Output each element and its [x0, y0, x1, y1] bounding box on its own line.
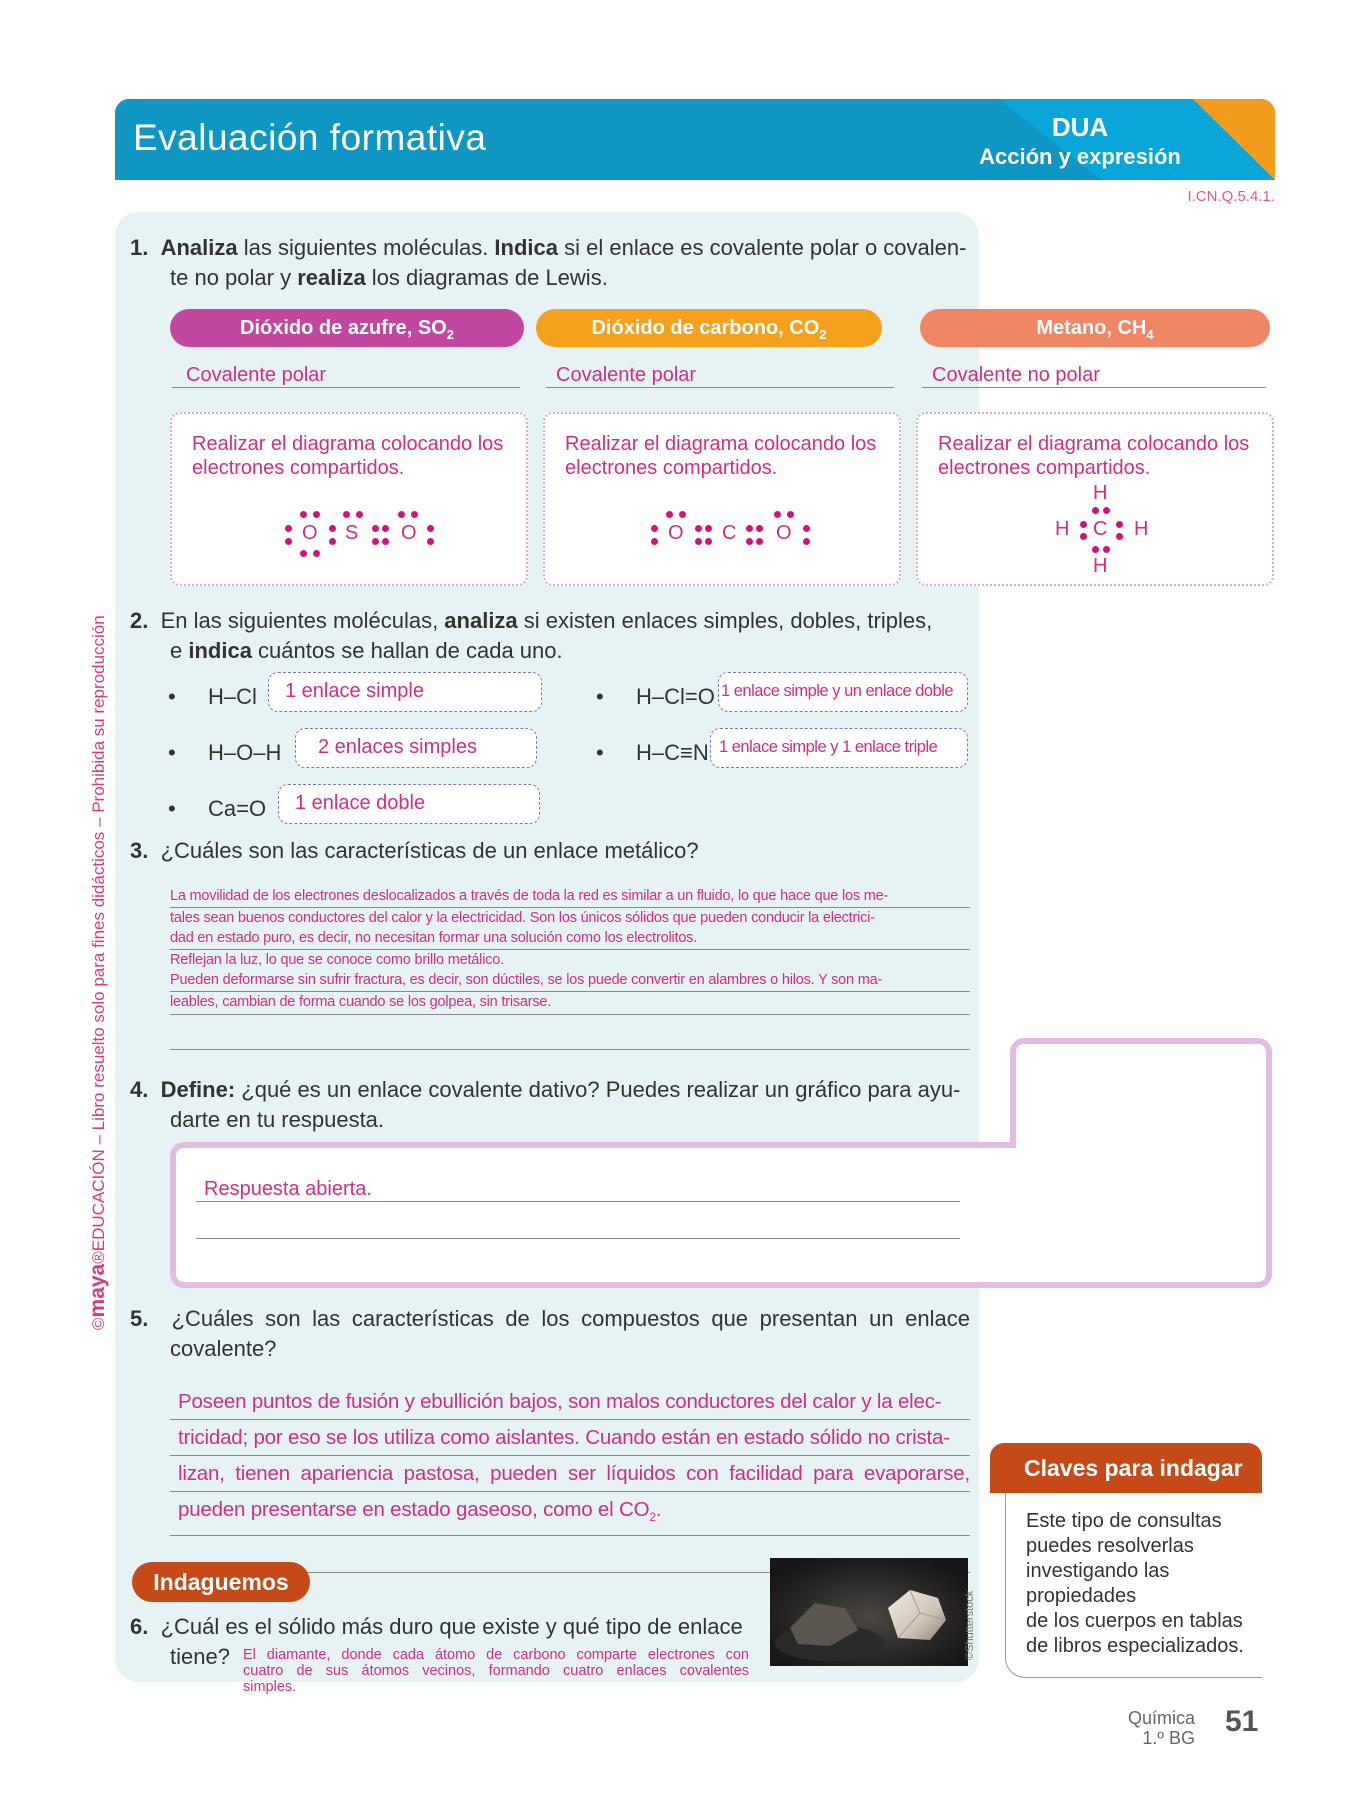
electron-dot	[803, 538, 810, 545]
text: de los cuerpos en tablas	[1026, 1610, 1243, 1632]
dua-subtitle: Acción y expresión	[979, 144, 1181, 169]
text: puedes resolverlas	[1026, 1535, 1194, 1557]
bullet: •	[168, 796, 176, 821]
electron-dot	[372, 538, 379, 545]
atom-o: O	[668, 522, 684, 544]
text: Este tipo de consultas	[1026, 1510, 1222, 1532]
pill-subscript: 4	[1146, 327, 1154, 342]
question-5	[130, 1304, 970, 1364]
electron-dot	[705, 538, 712, 545]
copyright-vertical	[86, 490, 110, 1330]
answer-line: lizan, tienen apariencia pastosa, pueden ser líquidos con facilidad para evaporarse,	[170, 1456, 970, 1492]
subscript: 2	[649, 1510, 656, 1525]
pill-subscript: 2	[446, 327, 454, 342]
diamond-photo	[770, 1558, 968, 1666]
lewis-box-so2	[170, 412, 528, 586]
atom-h: H	[1093, 482, 1108, 504]
pill-label: Dióxido de carbono, CO	[591, 317, 820, 339]
electron-dot	[300, 550, 307, 557]
electron-dot	[746, 525, 753, 532]
molecule-formula: H–O–H	[208, 740, 282, 765]
keyword: indica	[188, 638, 252, 663]
electron-dot	[695, 538, 702, 545]
lewis-diagram-ch4	[1050, 482, 1150, 582]
electron-dot	[705, 525, 712, 532]
electron-dot	[695, 525, 702, 532]
text: covalente?	[170, 1336, 277, 1361]
photo-credit: ©Shutterstock	[964, 1590, 976, 1660]
keyword: Define:	[160, 1077, 236, 1102]
electron-dot	[774, 511, 781, 518]
electron-dot	[666, 511, 673, 518]
molecule-formula: H–C≡N	[636, 740, 709, 765]
claves-body	[1005, 1493, 1262, 1678]
pill-subscript: 2	[819, 327, 827, 342]
indaguemos-badge: Indaguemos	[132, 1562, 310, 1602]
question-6-cont: tiene?	[170, 1644, 230, 1669]
electron-dot	[1092, 546, 1099, 553]
answer-line: tricidad; por eso se los utiliza como aislantes. Cuando están en estado sólido no crista-	[170, 1420, 970, 1456]
answer-q4: Respuesta abierta.	[196, 1178, 960, 1202]
electron-dot	[285, 525, 292, 532]
keyword: Analiza	[160, 235, 238, 260]
text: si existen enlaces simples, dobles, triples,	[517, 608, 933, 633]
pill-label: Dióxido de azufre, SO	[240, 317, 447, 339]
bullet: •	[596, 740, 604, 765]
question-4	[130, 1075, 970, 1135]
electron-dot	[1116, 521, 1123, 528]
answer-box: 1 enlace simple	[268, 672, 542, 712]
electron-dot	[398, 511, 405, 518]
question-1	[130, 233, 970, 293]
answer-line: dad en estado puro, es decir, no necesitan formar una solución como los electrolitos.	[170, 928, 970, 950]
electron-dot	[356, 511, 363, 518]
text: investigando las	[1026, 1560, 1170, 1582]
lewis-diagram-co2	[646, 508, 826, 558]
electron-dot	[803, 525, 810, 532]
diagram-instruction: Realizar el diagrama colocando los electrones compartidos.	[565, 433, 877, 479]
text: de libros especializados.	[1026, 1635, 1244, 1657]
electron-dot	[313, 550, 320, 557]
electron-dot	[427, 538, 434, 545]
bullet: •	[168, 684, 176, 709]
answer-q6	[243, 1647, 749, 1695]
question-number: 2.	[130, 608, 149, 633]
electron-dot	[1103, 507, 1110, 514]
diagram-instruction: Realizar el diagrama colocando los electrones compartidos.	[938, 433, 1250, 479]
brand-name: maya	[86, 1263, 109, 1318]
dua-title: DUA	[1051, 112, 1109, 142]
electron-dot	[343, 511, 350, 518]
electron-dot	[1080, 521, 1087, 528]
answer-block-q3	[170, 886, 970, 1050]
molecule-pill-co2	[536, 309, 882, 347]
electron-dot	[679, 511, 686, 518]
answer-line: La movilidad de los electrones deslocalizados a través de toda la red es similar a un fluido, lo que hace que los me-	[170, 886, 970, 908]
question-number: 4.	[130, 1077, 149, 1102]
electron-dot	[329, 538, 336, 545]
electron-dot	[756, 525, 763, 532]
molecule-pill-so2	[170, 309, 524, 347]
answer-frame-q4	[170, 1142, 1272, 1288]
atom-s: S	[345, 522, 359, 544]
text: simples.	[243, 1679, 297, 1695]
curriculum-code: I.CN.Q.5.4.1.	[1187, 188, 1275, 205]
page-number: 51	[1225, 1705, 1259, 1738]
section-title: Evaluación formativa	[133, 117, 487, 158]
electron-dot	[787, 511, 794, 518]
keyword: analiza	[444, 608, 518, 633]
question-number: 5.	[130, 1306, 149, 1331]
section-header	[115, 99, 1275, 180]
text: ¿Cuáles son las características de un enlace metálico?	[160, 838, 699, 863]
text: pueden presentarse en estado gaseoso, como el CO	[178, 1498, 650, 1521]
answer-line: Pueden deformarse sin sufrir fractura, es decir, son dúctiles, se los puede convertir en alambres o hilos. Y son ma-	[170, 970, 970, 992]
keyword: realiza	[297, 265, 366, 290]
question-2	[130, 606, 970, 666]
answer-block-q5	[170, 1384, 970, 1573]
text: ¿Cuál es el sólido más duro que existe y qué tipo de enlace	[160, 1614, 743, 1639]
text: cuatro de sus átomos vecinos, formando cuatro enlaces covalentes	[243, 1663, 749, 1679]
answer-line: Poseen puntos de fusión y ebullición bajos, son malos conductores del calor y la elec-	[170, 1384, 970, 1420]
text: En las siguientes moléculas,	[160, 608, 445, 633]
grade: 1.º BG	[1142, 1728, 1195, 1748]
bullet: •	[168, 740, 176, 765]
text: si el enlace es covalente polar o covalen-	[558, 235, 967, 260]
lewis-diagram-so2	[280, 508, 440, 558]
text: propiedades	[1026, 1585, 1137, 1607]
subject: Química	[1127, 1708, 1195, 1728]
text: e	[170, 638, 189, 663]
text: El diamante, donde cada átomo de carbono comparte electrones con	[243, 1647, 749, 1663]
answer-line	[170, 1492, 970, 1536]
electron-dot	[285, 538, 292, 545]
molecule-formula: Ca=O	[208, 796, 267, 821]
atom-o: O	[302, 522, 318, 544]
text: las siguientes moléculas.	[237, 235, 495, 260]
electron-dot	[756, 538, 763, 545]
lewis-box-co2	[543, 412, 901, 586]
electron-dot	[372, 525, 379, 532]
electron-dot	[411, 511, 418, 518]
footer-subject	[1115, 1708, 1195, 1748]
answer-box: 1 enlace simple y 1 enlace triple	[710, 728, 968, 768]
electron-dot	[427, 525, 434, 532]
frame-joint	[1016, 1130, 1266, 1160]
electron-dot	[300, 511, 307, 518]
answer-box: 1 enlace simple y un enlace doble	[718, 672, 968, 712]
question-number: 1.	[130, 235, 149, 260]
answer-ch4: Covalente no polar	[922, 364, 1266, 388]
diamond-illustration	[770, 1558, 968, 1666]
atom-c: C	[1093, 518, 1108, 540]
electron-dot	[1116, 533, 1123, 540]
bullet: •	[596, 684, 604, 709]
answer-so2: Covalente polar	[172, 364, 520, 388]
molecule-pill-ch4	[920, 309, 1270, 347]
text: los diagramas de Lewis.	[365, 265, 608, 290]
answer-line: Reflejan la luz, lo que se conoce como brillo metálico.	[170, 951, 504, 968]
electron-dot	[746, 538, 753, 545]
answer-box: 2 enlaces simples	[295, 728, 537, 768]
answer-co2: Covalente polar	[546, 364, 894, 388]
atom-o: O	[776, 522, 792, 544]
copyright-symbol: ©	[89, 1317, 108, 1330]
empty-line	[170, 1015, 970, 1050]
electron-dot	[382, 525, 389, 532]
electron-dot	[651, 525, 658, 532]
text: darte en tu respuesta.	[170, 1107, 385, 1132]
electron-dot	[1080, 533, 1087, 540]
electron-dot	[313, 511, 320, 518]
keyword: Indica	[494, 235, 558, 260]
question-6	[130, 1612, 770, 1642]
text: te no polar y	[170, 265, 298, 290]
molecule-formula: H–Cl	[208, 684, 257, 709]
atom-h: H	[1134, 518, 1149, 540]
electron-dot	[651, 538, 658, 545]
answer-line: leables, cambian de forma cuando se los golpea, sin trisarse.	[170, 992, 970, 1015]
question-3	[130, 836, 970, 866]
diagram-instruction: Realizar el diagrama colocando los electrones compartidos.	[192, 433, 504, 479]
text: ¿Cuáles son las características de los compuestos que presentan un enlace	[171, 1306, 970, 1331]
electron-dot	[1103, 546, 1110, 553]
answer-box: 1 enlace doble	[278, 784, 540, 824]
electron-dot	[1092, 507, 1099, 514]
text: ¿qué es un enlace covalente dativo? Puedes realizar un gráfico para ayu-	[235, 1077, 961, 1102]
text: .	[655, 1498, 662, 1521]
pill-label: Metano, CH	[1036, 317, 1147, 339]
answer-line: tales sean buenos conductores del calor y la electricidad. Son los únicos sólidos que pueden conducir la electrici-	[170, 909, 875, 926]
empty-line	[196, 1238, 960, 1239]
molecule-formula: H–Cl=O	[636, 684, 715, 709]
question-number: 3.	[130, 838, 149, 863]
question-number: 6.	[130, 1614, 149, 1639]
atom-h: H	[1055, 518, 1070, 540]
atom-o: O	[401, 522, 417, 544]
copyright-rest: ®EDUCACIÓN – Libro resuelto solo para fines didácticos – Prohibida su reproducción	[89, 615, 108, 1264]
claves-title: Claves para indagar	[990, 1443, 1262, 1493]
atom-h: H	[1093, 555, 1108, 577]
electron-dot	[329, 525, 336, 532]
atom-c: C	[722, 522, 737, 544]
electron-dot	[382, 538, 389, 545]
text: cuántos se hallan de cada uno.	[251, 638, 563, 663]
